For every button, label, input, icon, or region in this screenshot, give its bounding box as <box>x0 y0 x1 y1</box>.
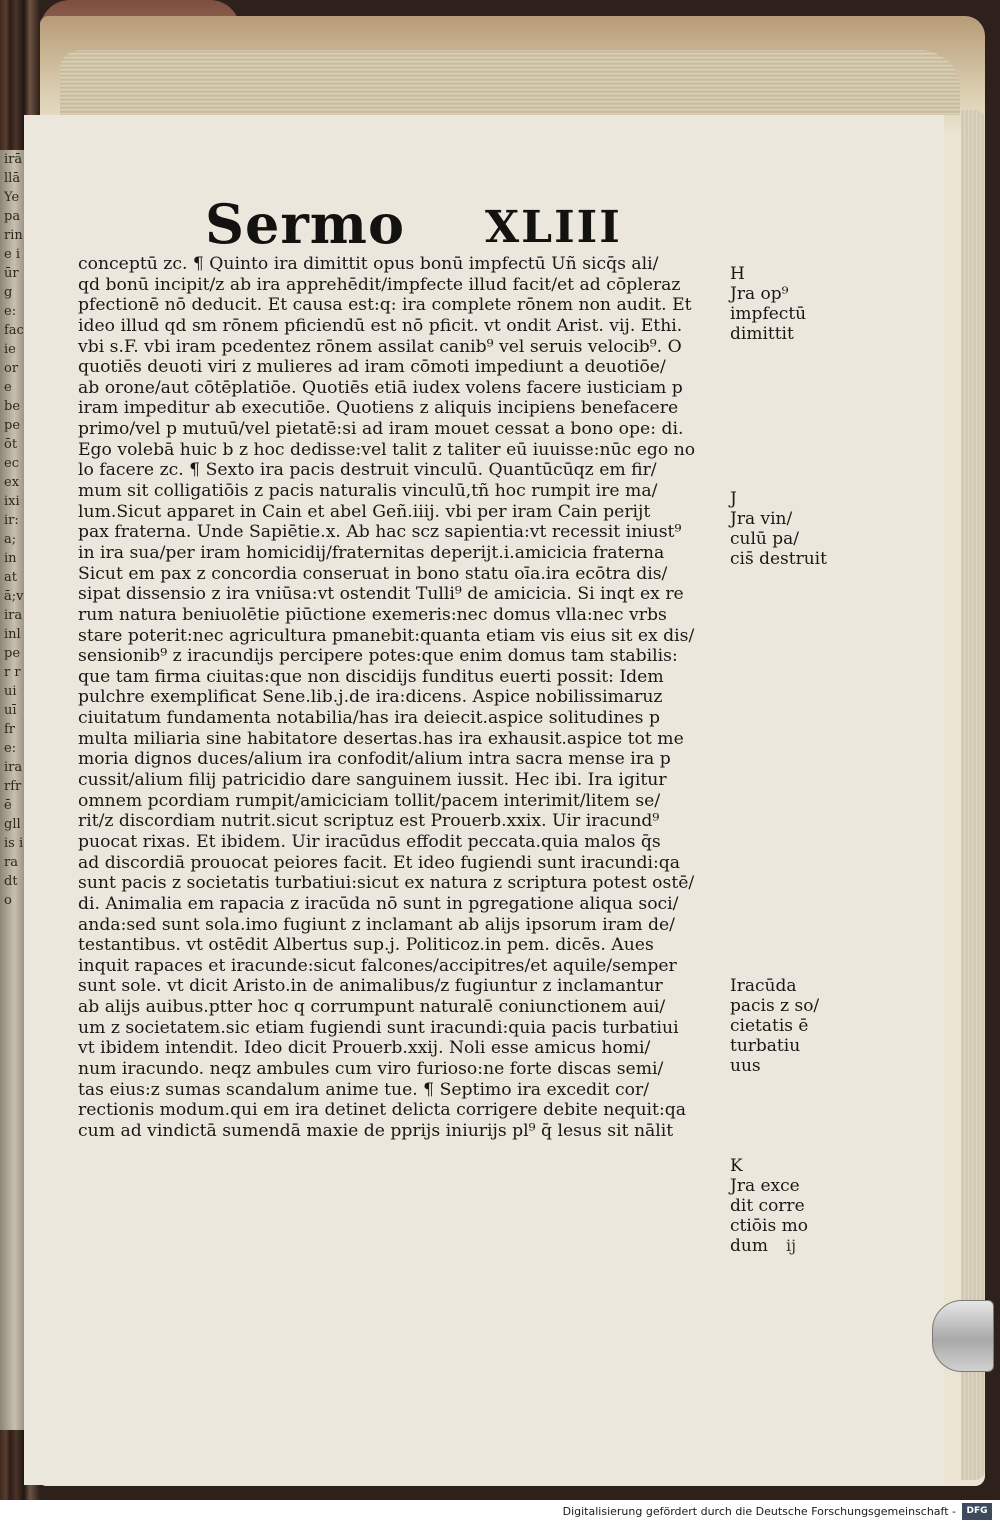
page-header <box>205 192 645 262</box>
text-line: pfectionē nō deducit. Et causa est:q: ira complete rōnem non audit. Et <box>78 295 692 316</box>
text-line: lo facere zc. ¶ Sexto ira pacis destruit vinculū. Quantūcūqz em fir/ <box>78 460 657 481</box>
margin-note <box>730 1156 830 1256</box>
text-line: Ego volebā huic b z hoc dedisse:vel talit z taliter eū iuuisse:nūc ego no <box>78 439 696 460</box>
text-line: lum.Sicut apparet in Cain et abel Geñ.iiij. vbi per iram Cain perijt <box>78 501 651 522</box>
header-number: XLIII <box>485 202 622 253</box>
margin-note-line: Jra op⁹ <box>730 284 789 304</box>
text-line: stare poterit:nec agricultura pmanebit:quanta etiam vis eius sit ex dis/ <box>78 625 695 646</box>
text-line: di. Animalia em rapacia z iracūda nō sunt in pgregatione aliqua soci/ <box>78 893 679 914</box>
text-line: cum ad vindictā sumendā maxie de pprijs iniurijs pl⁹ q̄ lesus sit nālit <box>78 1120 674 1141</box>
text-line: rectionis modum.qui em ira detinet delicta corrigere debite nequit:qa <box>78 1100 686 1121</box>
text-line: testantibus. vt ostēdit Albertus sup.j. Politicoz.in pem. dicēs. Aues <box>78 935 654 956</box>
text-line: omnem pcordiam rumpit/amiciciam tollit/pacem interimit/litem se/ <box>78 790 661 811</box>
margin-notes <box>730 254 830 1254</box>
margin-note-line: Jra exce <box>730 1176 800 1196</box>
margin-note-line: dum <box>730 1236 768 1256</box>
margin-note <box>730 489 830 569</box>
margin-note-line: H <box>730 264 745 284</box>
text-line: Sicut em pax z concordia conseruat in bono statu oīa.ira ecōtra dis/ <box>78 563 668 584</box>
text-line: pax fraterna. Unde Sapiētie.x. Ab hac scz sapientia:vt recessit iniust⁹ <box>78 522 682 543</box>
margin-note-line: K <box>730 1156 743 1176</box>
signature-mark: ij <box>786 1236 797 1255</box>
text-line: anda:sed sunt sola.imo fugiunt z inclamant ab alijs ipsorum iram de/ <box>78 914 675 935</box>
text-line: rum natura beniuolētie piūctione exemeris:nec domus vlla:nec vrbs <box>78 604 667 625</box>
text-line: conceptū zc. ¶ Quinto ira dimittit opus bonū impfectū Uñ sicq̄s ali/ <box>78 254 659 274</box>
text-line: sensionib⁹ z iracundijs percipere potes:que enim domus tam stabilis: <box>78 646 678 667</box>
text-line: rit/z discordiam nutrit.sicut scriptuz est Prouerb.xxix. Uir iracund⁹ <box>78 811 660 832</box>
text-line: ab alijs auibus.ptter hoc q corrumpunt naturalē coniunctionem aui/ <box>78 997 666 1018</box>
body-text <box>78 254 738 1278</box>
right-page-edges <box>961 110 985 1480</box>
text-line: ab orone/aut cōtēplatiōe. Quotiēs etiā iudex volens facere iusticiam p <box>78 377 683 398</box>
text-line: quotiēs deuoti viri z mulieres ad iram cōmoti impediunt a deuotiōe/ <box>78 357 666 378</box>
text-line: num iracundo. neqz ambules cum viro furioso:ne forte discas semi/ <box>78 1058 664 1079</box>
margin-note-line: cis̄ destruit <box>730 549 827 569</box>
margin-note <box>730 264 830 344</box>
margin-note-line: J <box>730 489 737 509</box>
margin-note <box>730 976 830 1076</box>
margin-note-line: turbatiu <box>730 1036 801 1056</box>
margin-note-line: uus <box>730 1056 761 1076</box>
text-line: sunt pacis z societatis turbatiui:sicut ex natura z scriptura potest ostē/ <box>78 873 695 894</box>
text-line: que tam firma ciuitas:que non discidijs funditus euerti possit: Idem <box>78 666 664 687</box>
text-line: puocat rixas. Et ibidem. Uir iracūdus effodit peccata.quia malos q̄s <box>78 831 661 852</box>
text-line: tas eius:z sumas scandalum anime tue. ¶ Septimo ira excedit cor/ <box>78 1079 649 1100</box>
margin-note-line: dimittit <box>730 324 794 344</box>
margin-note-line: culū pa/ <box>730 529 800 549</box>
text-line: multa miliaria sine habitatore desertas.has ira exhausit.aspice tot me <box>78 728 684 749</box>
margin-note-line: ctiōis mo <box>730 1216 808 1236</box>
text-line: um z societatem.sic etiam fugiendi sunt iracundi:quia pacis turbatiui <box>78 1017 679 1038</box>
text-line: sipat dissensio z ira vniūsa:vt ostendit Tulli⁹ de amicicia. Si inqt ex re <box>78 584 684 605</box>
margin-note-line: Jra vin/ <box>730 509 793 529</box>
text-line: vt ibidem intendit. Ideo dicit Prouerb.xxij. Noli esse amicus homi/ <box>78 1038 651 1059</box>
text-line: inquit rapaces et iracunde:sicut falcones/accipitres/et aquile/semper <box>78 955 677 976</box>
margin-note-line: cietatis ē <box>730 1016 809 1036</box>
footer-bar <box>0 1500 1000 1524</box>
left-page-text-fragment: irā llā Ye pa rine iūr ge: facie ore be pe ōtec ex ixi ir:a; inat ā;v ira inl per rui uī fre: ira rfrē gllis ira dto <box>4 152 24 908</box>
text-line: sunt sole. vt dicit Aristo.in de animalibus/z fugiuntur z inclamantur <box>78 976 663 997</box>
text-line: cussit/alium filij patricidio dare sanguinem iussit. Hec ibi. Ira igitur <box>78 770 667 791</box>
text-line: iram impeditur ab executiōe. Quotiens z aliquis incipiens benefacere <box>78 398 679 419</box>
text-line: ciuitatum fundamenta notabilia/has ira deiecit.aspice solitudines p <box>78 708 660 729</box>
text-line: ideo illud qd sm rōnem pficiendū est nō pficit. vt ondit Arist. vij. Ethi. <box>78 315 683 336</box>
text-line: qd bonū incipit/z ab ira apprehēdit/impfecte illud facit/et ad cōpleraz <box>78 274 681 295</box>
dfg-logo-icon: DFG <box>962 1503 992 1520</box>
margin-note-line: dit corre <box>730 1196 805 1216</box>
footer-credit: Digitalisierung gefördert durch die Deutsche Forschungsgemeinschaft - <box>562 1505 956 1518</box>
margin-note-line: impfectū <box>730 304 807 324</box>
text-line: mum sit colligatiōis z pacis naturalis vinculū,tñ hoc rumpit ire ma/ <box>78 481 658 502</box>
text-line: primo/vel p mutuū/vel pietatē:si ad iram mouet cessat a bono ope: di. <box>78 419 684 440</box>
text-line: ad discordiā prouocat peiores facit. Et ideo fugiendi sunt iracundi:qa <box>78 852 681 873</box>
page-clip <box>932 1300 994 1372</box>
top-page-edges <box>60 50 960 115</box>
text-line: in ira sua/per iram homicidij/fraternitas deperijt.i.amicicia fraterna <box>78 542 665 563</box>
margin-note-line: Iracūda <box>730 976 797 996</box>
text-line: vbi s.F. vbi iram pcedentez rōnem assilat canib⁹ vel seruis velocib⁹. O <box>78 336 682 357</box>
margin-note-line: pacis z so/ <box>730 996 820 1016</box>
header-title: Sermo <box>205 192 405 256</box>
text-line: pulchre exemplificat Sene.lib.j.de ira:dicens. Aspice nobilissimaruz <box>78 687 663 708</box>
text-line: moria dignos duces/alium ira confodit/alium intra sacra mense ira p <box>78 749 671 770</box>
